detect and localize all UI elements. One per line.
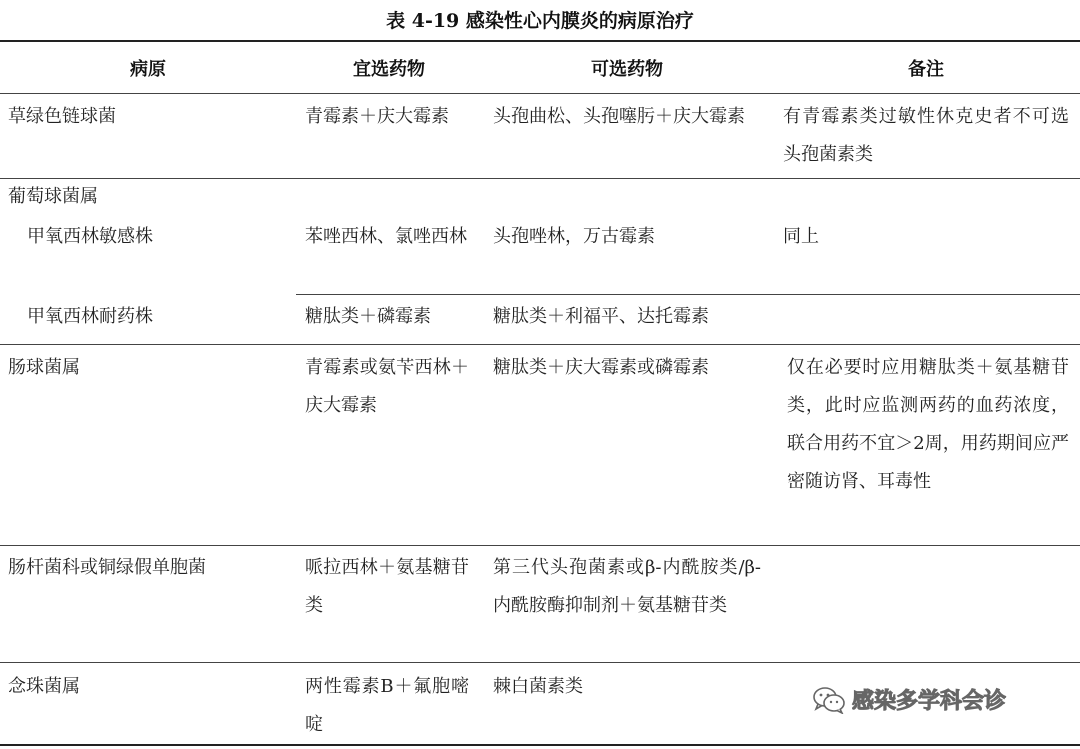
- watermark-text: 感染多学科会诊: [852, 689, 1007, 714]
- cell-alternative: 糖肽类＋庆大霉素或磷霉素: [493, 357, 709, 378]
- bottom-rule: [0, 744, 1080, 746]
- cell-alternative: 头孢唑林，万古霉素: [493, 226, 655, 247]
- header-pathogen: 病原: [130, 59, 166, 80]
- cell-pathogen: 肠杆菌科或铜绿假单胞菌: [8, 557, 206, 578]
- cell-preferred: 糖肽类＋磷霉素: [305, 306, 431, 327]
- cell-preferred: 青霉素＋庆大霉素: [305, 106, 449, 127]
- cell-pathogen: 草绿色链球菌: [8, 106, 116, 127]
- header-rule: [0, 93, 1080, 94]
- header-notes: 备注: [908, 59, 944, 80]
- cell-preferred: 两性霉素B＋氟胞嘧啶: [305, 676, 469, 735]
- cell-preferred: 苯唑西林、氯唑西林: [305, 226, 467, 247]
- row-divider: [0, 662, 1080, 663]
- row-divider-partial: [296, 294, 1080, 295]
- table-title: 表 4-19 感染性心内膜炎的病原治疗: [386, 10, 694, 32]
- cell-pathogen: 念珠菌属: [8, 676, 80, 697]
- cell-alternative: 糖肽类＋利福平、达托霉素: [493, 306, 709, 327]
- cell-notes: 同上: [783, 226, 819, 247]
- cell-notes: 有青霉素类过敏性休克史者不可选头孢菌素类: [783, 106, 1069, 165]
- cell-alternative: 第三代头孢菌素或β-内酰胺类/β-内酰胺酶抑制剂＋氨基糖苷类: [493, 557, 761, 616]
- cell-alternative: 棘白菌素类: [493, 676, 583, 697]
- cell-preferred: 哌拉西林＋氨基糖苷类: [305, 557, 469, 616]
- cell-pathogen: 肠球菌属: [8, 357, 80, 378]
- top-rule: [0, 40, 1080, 42]
- cell-pathogen: 甲氧西林敏感株: [27, 226, 153, 247]
- cell-pathogen: 甲氧西林耐药株: [27, 306, 153, 327]
- cell-pathogen-group: 葡萄球菌属: [8, 186, 98, 207]
- cell-alternative: 头孢曲松、头孢噻肟＋庆大霉素: [493, 106, 745, 127]
- header-preferred-drugs: 宜选药物: [353, 59, 425, 80]
- row-divider: [0, 545, 1080, 546]
- header-alternative-drugs: 可选药物: [591, 59, 663, 80]
- wechat-icon: [812, 686, 846, 714]
- cell-preferred: 青霉素或氨苄西林＋庆大霉素: [305, 357, 469, 416]
- row-divider: [0, 344, 1080, 345]
- cell-notes: 仅在必要时应用糖肽类＋氨基糖苷类，此时应监测两药的血药浓度，联合用药不宜＞2周，用药期间应严密随访肾、耳毒性: [787, 357, 1069, 492]
- watermark: [812, 684, 1006, 715]
